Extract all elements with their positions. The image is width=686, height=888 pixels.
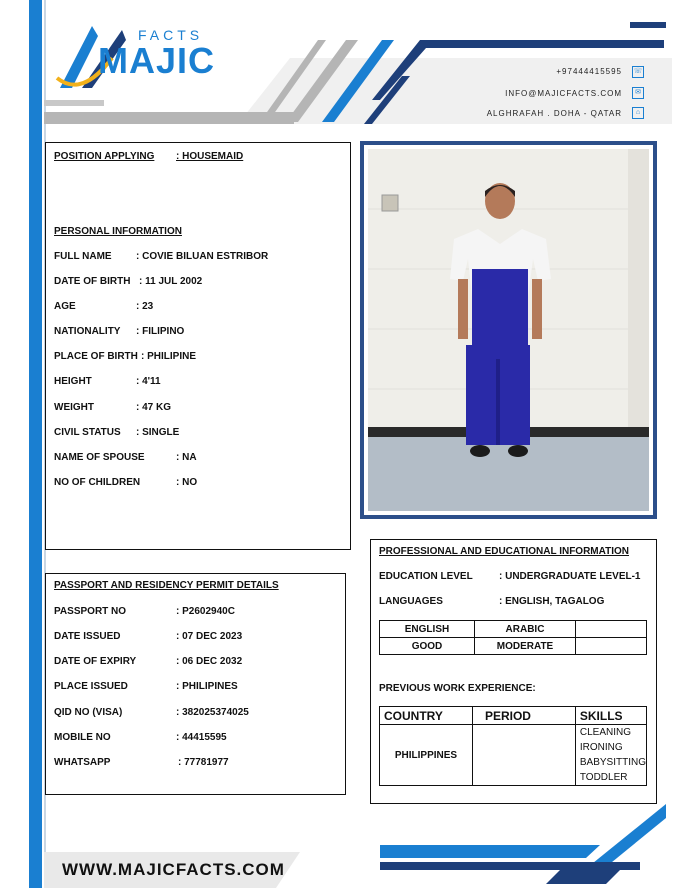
website-url[interactable]: WWW.MAJICFACTS.COM — [62, 860, 285, 879]
position-label: POSITION APPLYING — [54, 151, 155, 162]
personal-info-box — [45, 142, 351, 550]
work-skills-header: SKILLS — [575, 707, 646, 725]
children-value: : NO — [176, 477, 198, 488]
nationality-label: NATIONALITY — [54, 326, 121, 337]
place-issued-label: PLACE ISSUED — [54, 681, 128, 692]
education-label: EDUCATION LEVEL — [379, 571, 473, 582]
pob-value: : PHILIPINE — [141, 351, 197, 362]
logo-majic-text: MAJIC — [98, 40, 216, 81]
work-country-header: COUNTRY — [380, 707, 473, 725]
spouse-value: : NA — [176, 452, 197, 463]
work-period-value — [472, 725, 575, 786]
skill-item: BABYSITTING — [579, 757, 646, 768]
passport-box — [45, 573, 346, 795]
language-table — [379, 620, 647, 655]
passport-no-label: PASSPORT NO — [54, 606, 127, 617]
logo-facts-text: FACTS — [138, 27, 204, 43]
qid-value: : 382025374025 — [176, 707, 249, 718]
lang-empty-level — [576, 638, 647, 655]
work-skills-cell — [575, 725, 646, 786]
children-label: NO OF CHILDREN — [54, 477, 141, 488]
dob-value: : 11 JUL 2002 — [139, 276, 203, 287]
skill-item: TODDLER — [579, 772, 628, 783]
qid-label: QID NO (VISA) — [54, 707, 123, 718]
work-period-header: PERIOD — [472, 707, 575, 725]
contact-phone: +97444415595 — [556, 67, 622, 76]
weight-label: WEIGHT — [54, 402, 94, 413]
age-label: AGE — [54, 301, 76, 312]
date-issued-value: : 07 DEC 2023 — [176, 631, 243, 642]
nationality-value: : FILIPINO — [136, 326, 185, 337]
age-value: : 23 — [136, 301, 154, 312]
spouse-label: NAME OF SPOUSE — [54, 452, 145, 463]
contact-address: ALGHRAFAH . DOHA - QATAR — [486, 109, 622, 118]
professional-box — [370, 539, 657, 804]
email-icon: ✉ — [632, 87, 644, 99]
date-expiry-value: : 06 DEC 2032 — [176, 656, 243, 667]
phone-icon: ☏ — [632, 66, 644, 78]
civil-status-value: : SINGLE — [136, 427, 180, 438]
professional-heading: PROFESSIONAL AND EDUCATIONAL INFORMATION — [379, 546, 629, 557]
passport-no-value: : P2602940C — [176, 606, 235, 617]
date-issued-label: DATE ISSUED — [54, 631, 121, 642]
whatsapp-label: WHATSAPP — [54, 757, 111, 768]
passport-heading: PASSPORT AND RESIDENCY PERMIT DETAILS — [54, 580, 279, 591]
pob-label: PLACE OF BIRTH — [54, 351, 138, 362]
mobile-value: : 44415595 — [176, 732, 227, 743]
work-country-value: PHILIPPINES — [380, 725, 473, 786]
lang-empty-header — [576, 621, 647, 638]
lang-arabic-header: ARABIC — [475, 621, 576, 638]
height-label: HEIGHT — [54, 376, 92, 387]
mobile-label: MOBILE NO — [54, 732, 111, 743]
home-icon: ⌂ — [632, 107, 644, 119]
place-issued-value: : PHILIPINES — [176, 681, 238, 692]
personal-heading: PERSONAL INFORMATION — [54, 226, 182, 237]
education-value: : UNDERGRADUATE LEVEL-1 — [499, 571, 641, 582]
logo-underline — [44, 100, 104, 106]
weight-value: : 47 KG — [136, 402, 172, 413]
lang-english-header: ENGLISH — [380, 621, 475, 638]
skill-item: CLEANING — [579, 727, 631, 738]
full-name-label: FULL NAME — [54, 251, 112, 262]
photo-frame — [360, 141, 657, 519]
height-value: : 4'11 — [136, 376, 161, 387]
full-name-value: : COVIE BILUAN ESTRIBOR — [136, 251, 269, 262]
languages-label: LANGUAGES — [379, 596, 443, 607]
whatsapp-value: : 77781977 — [178, 757, 229, 768]
date-expiry-label: DATE OF EXPIRY — [54, 656, 137, 667]
languages-value: : ENGLISH, TAGALOG — [499, 596, 605, 607]
lang-arabic-level: MODERATE — [475, 638, 576, 655]
candidate-photo — [368, 149, 649, 511]
contact-email: INFO@MAJICFACTS.COM — [505, 89, 622, 98]
position-value: : HOUSEMAID — [176, 151, 244, 162]
dob-label: DATE OF BIRTH — [54, 276, 131, 287]
lang-english-level: GOOD — [380, 638, 475, 655]
work-heading: PREVIOUS WORK EXPERIENCE: — [379, 683, 536, 694]
work-table — [379, 706, 647, 786]
skill-item: IRONING — [579, 742, 623, 753]
civil-status-label: CIVIL STATUS — [54, 427, 121, 438]
